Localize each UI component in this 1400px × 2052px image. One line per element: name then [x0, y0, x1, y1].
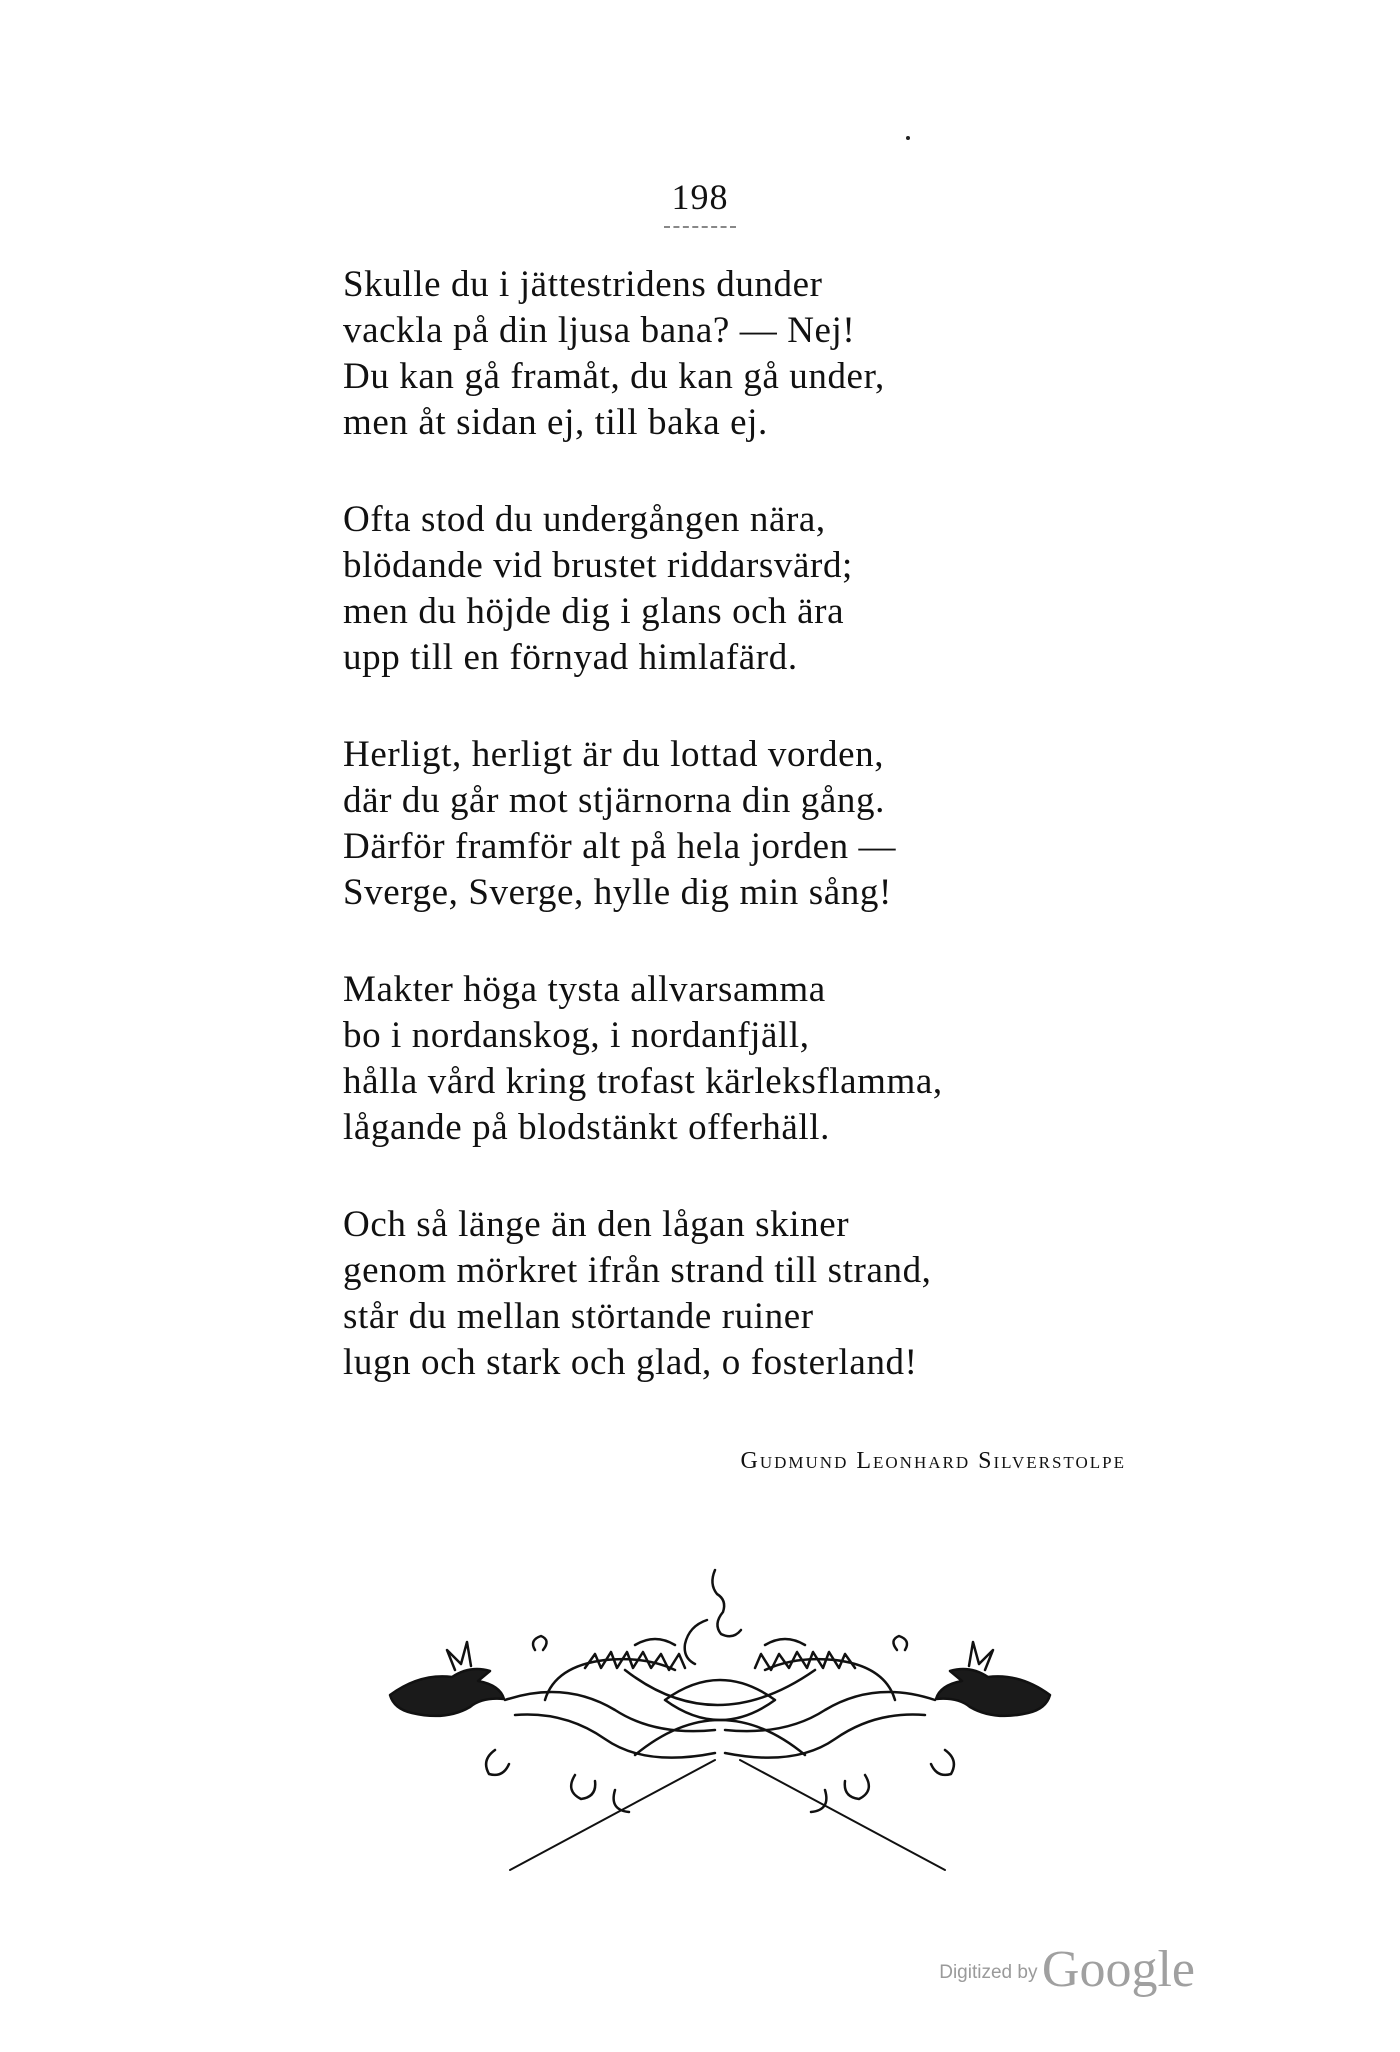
- poem-line: vackla på din ljusa bana? — Nej!: [343, 310, 856, 351]
- poem-line: Ofta stod du undergången nära,: [343, 499, 826, 540]
- google-logo: Google: [1041, 1941, 1195, 1998]
- poem-line: Herligt, herligt är du lottad vorden,: [343, 734, 885, 775]
- poem-line: Du kan gå framåt, du kan gå under,: [343, 356, 885, 397]
- poem-line: står du mellan störtande ruiner: [343, 1296, 814, 1337]
- poem-line: lågande på blodstänkt offerhäll.: [343, 1107, 831, 1148]
- poem-line: Skulle du i jättestridens dunder: [343, 264, 823, 305]
- poem-line: Och så länge än den lågan skiner: [343, 1204, 850, 1245]
- stanza-4: [343, 967, 1123, 1151]
- stanza-3: [343, 732, 1123, 916]
- poem-line: blödande vid brustet riddarsvärd;: [343, 545, 853, 586]
- stanza-2: [343, 497, 1123, 681]
- digitized-prefix: Digitized by: [939, 1962, 1038, 1983]
- page-number: 198: [671, 177, 729, 217]
- stanza-1: [343, 262, 1123, 446]
- scan-speck: [906, 136, 910, 140]
- poem-line: hålla vård kring trofast kärleksflamma,: [343, 1061, 943, 1102]
- poem-line: bo i nordanskog, i nordanfjäll,: [343, 1015, 810, 1056]
- stanza-5: [343, 1202, 1123, 1386]
- poem-line: upp till en förnyad himlafärd.: [343, 637, 798, 678]
- poem-line: där du går mot stjärnorna din gång.: [343, 780, 885, 821]
- dragon-ornament-illustration: [385, 1550, 1055, 1880]
- poem-line: lugn och stark och glad, o fosterland!: [343, 1342, 918, 1383]
- poem: [343, 262, 1123, 1437]
- page-number-rule: [664, 226, 736, 228]
- poem-line: men åt sidan ej, till baka ej.: [343, 402, 768, 443]
- poem-line: men du höjde dig i glans och ära: [343, 591, 845, 632]
- poem-line: Sverge, Sverge, hylle dig min sång!: [343, 872, 892, 913]
- poem-line: genom mörkret ifrån strand till strand,: [343, 1250, 932, 1291]
- poem-line: Därför framför alt på hela jorden —: [343, 826, 897, 867]
- poem-line: Makter höga tysta allvarsamma: [343, 969, 826, 1010]
- author-signature: Gudmund Leonhard Silverstolpe: [740, 1448, 1126, 1474]
- digitized-by-watermark: [939, 1940, 1195, 1999]
